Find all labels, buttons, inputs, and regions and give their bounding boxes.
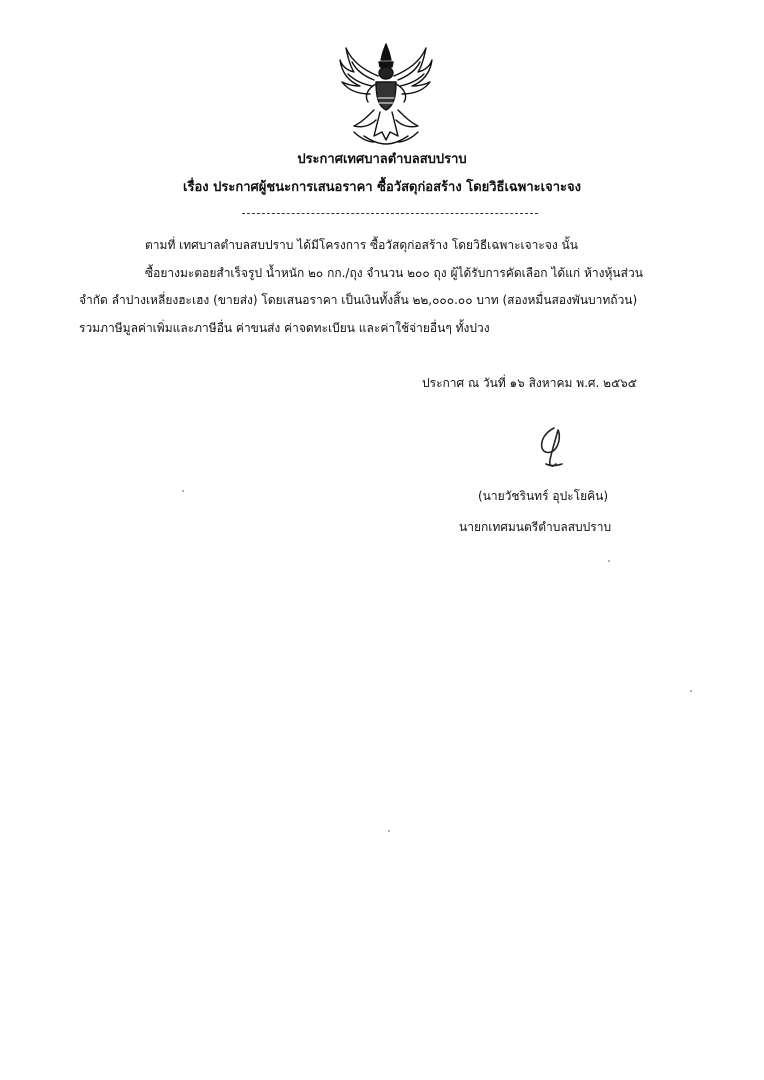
handwritten-signature: [532, 424, 580, 472]
body-line-3: จำกัด ลำปางเหลี่ยงฮะเฮง (ขายส่ง) โดยเสนอราคา เป็นเงินทั้งสิ้น ๒๒,๐๐๐.๐๐ บาท (สองหมื่นสองพันบาทถ้วน): [79, 293, 638, 307]
garuda-emblem-icon: [334, 40, 438, 148]
body-line-4: รวมภาษีมูลค่าเพิ่มและภาษีอื่น ค่าขนส่ง ค่าจดทะเบียน และค่าใช้จ่ายอื่นๆ ทั้งปวง: [79, 321, 490, 335]
body-line-2: ซื้อยางมะตอยสำเร็จรูป น้ำหนัก ๒๐ กก./ถุง จำนวน ๒๐๐ ถุง ผู้ได้รับการคัดเลือก ได้แก่ ห้างหุ้นส่วน: [145, 266, 643, 280]
body-line-1: ตามที่ เทศบาลตำบลสบปราบ ได้มีโครงการ ซื้อวัสดุก่อสร้าง โดยวิธีเฉพาะเจาะจง นั้น: [145, 238, 578, 252]
announcement-title: ประกาศเทศบาลตำบลสบปราบ: [297, 152, 467, 167]
scan-speck: [182, 490, 184, 492]
signer-position: นายกเทศมนตรีตำบลสบปราบ: [459, 520, 612, 534]
announcement-date: ประกาศ ณ วันที่ ๑๖ สิงหาคม พ.ศ. ๒๕๖๕: [422, 376, 637, 390]
scan-speck: [388, 830, 390, 832]
signer-name: (นายวัชรินทร์ อุปะโยคิน): [478, 489, 609, 503]
scan-speck: [608, 560, 610, 562]
scan-speck: [690, 690, 692, 692]
announcement-subject: เรื่อง ประกาศผู้ชนะการเสนอราคา ซื้อวัสดุก่อสร้าง โดยวิธีเฉพาะเจาะจง: [183, 180, 581, 195]
title-divider: [242, 213, 538, 214]
